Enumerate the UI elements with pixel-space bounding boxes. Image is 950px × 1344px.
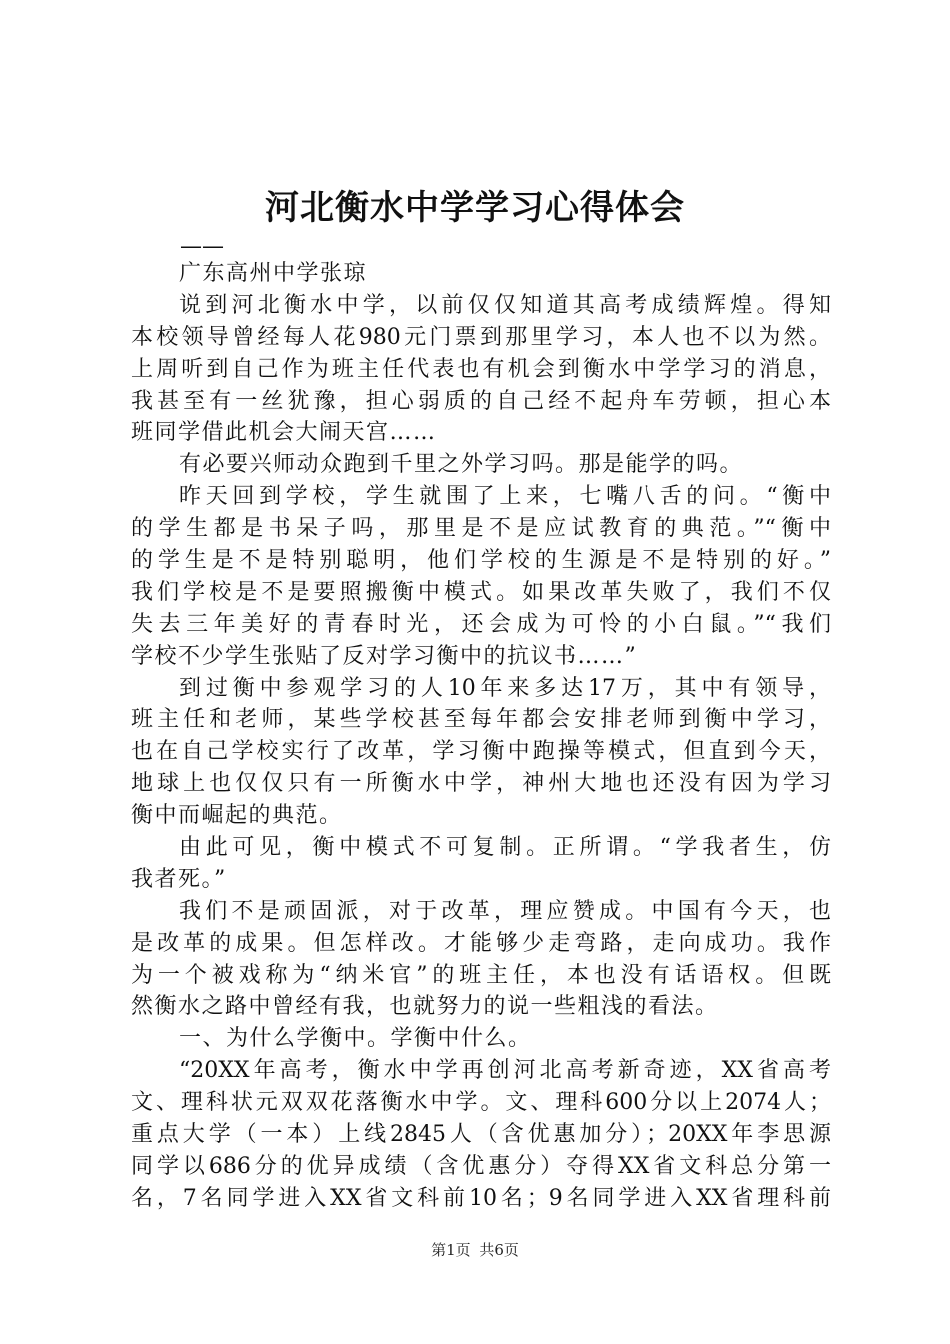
- text-line: 我们不是顽固派，对于改革，理应赞成。中国有今天，也: [179, 898, 831, 924]
- text-line: 到过衡中参观学习的人10年来多达17万，其中有领导，: [179, 675, 831, 701]
- text-line: 由此可见，衡中模式不可复制。正所谓。“学我者生，仿: [179, 835, 831, 861]
- text-line: “20XX年高考，衡水中学再创河北高考新奇迹，XX省高考: [179, 1058, 831, 1084]
- text-line: 重点大学（一本）上线2845人（含优惠加分）；20XX年李思源: [131, 1122, 831, 1148]
- text-line: 名，7名同学进入XX省文科前10名；9名同学进入XX省理科前: [131, 1185, 831, 1211]
- text-line: 为一个被戏称为“纳米官”的班主任，本也没有话语权。但既: [131, 962, 831, 988]
- text-line: 失去三年美好的青春时光，还会成为可怜的小白鼠。”“我们: [131, 611, 831, 637]
- author-line: 广东高州中学张琼: [179, 261, 368, 286]
- text-line: 班主任和老师，某些学校甚至每年都会安排老师到衡中学习，: [131, 707, 831, 733]
- text-line: 班同学借此机会大闹天宫……: [131, 420, 437, 446]
- text-line: 本校领导曾经每人花980元门票到那里学习，本人也不以为然。: [131, 324, 831, 350]
- document-title: 河北衡水中学学习心得体会: [265, 188, 685, 228]
- text-line: 上周听到自己作为班主任代表也有机会到衡水中学学习的消息，: [131, 356, 831, 382]
- page-total: 共6页: [479, 1241, 519, 1259]
- title-dash: ——: [180, 234, 224, 259]
- text-line: 有必要兴师动众跑到千里之外学习吗。那是能学的吗。: [179, 452, 744, 478]
- page-number: 第1页: [431, 1241, 471, 1259]
- text-line: 衡中而崛起的典范。: [131, 803, 343, 829]
- text-line: 昨天回到学校，学生就围了上来，七嘴八舌的问。“衡中: [179, 484, 831, 510]
- text-line: 说到河北衡水中学，以前仅仅知道其高考成绩辉煌。得知: [179, 292, 831, 318]
- text-line: 一、为什么学衡中。学衡中什么。: [179, 1026, 532, 1052]
- text-line: 学校不少学生张贴了反对学习衡中的抗议书……”: [131, 643, 638, 669]
- paragraph-lines: [131, 290, 831, 1215]
- text-line: 然衡水之路中曾经有我，也就努力的说一些粗浅的看法。: [131, 994, 719, 1020]
- document-body: [131, 258, 831, 1215]
- text-line: 的学生都是书呆子吗，那里是不是应试教育的典范。”“衡中: [131, 516, 831, 542]
- text-line: 是改革的成果。但怎样改。才能够少走弯路，走向成功。我作: [131, 930, 831, 956]
- text-line: 我者死。”: [131, 866, 227, 892]
- text-line: 我甚至有一丝犹豫，担心弱质的自己经不起舟车劳顿，担心本: [131, 388, 831, 414]
- text-line: 同学以686分的优异成绩（含优惠分）夺得XX省文科总分第一: [131, 1153, 831, 1179]
- text-line: 我们学校是不是要照搬衡中模式。如果改革失败了，我们不仅: [131, 579, 831, 605]
- text-line: 文、理科状元双双花落衡水中学。文、理科600分以上2074人；: [131, 1090, 831, 1116]
- text-line: 地球上也仅仅只有一所衡水中学，神州大地也还没有因为学习: [131, 771, 831, 797]
- page-footer: [0, 1240, 950, 1260]
- text-line: 的学生是不是特别聪明，他们学校的生源是不是特别的好。”: [131, 548, 831, 574]
- text-line: 也在自己学校实行了改革，学习衡中跑操等模式，但直到今天，: [131, 739, 831, 765]
